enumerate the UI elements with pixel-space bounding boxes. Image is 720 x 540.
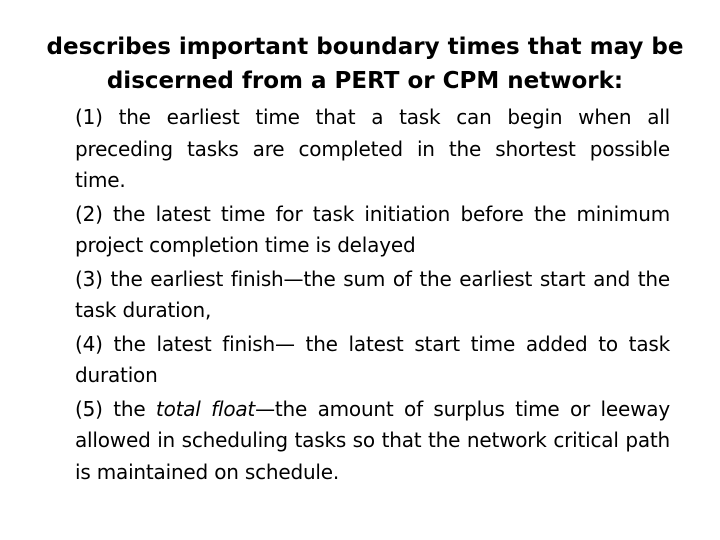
list-item-1: (1) the earliest time that a task can begin when all preceding tasks are completed in the shortest possible time. bbox=[75, 105, 670, 192]
boundary-times-list bbox=[75, 102, 670, 490]
list-item-5-suffix: —the amount of surplus time or leeway allowed in scheduling tasks so that the network critical path is maintained on schedule. bbox=[75, 396, 670, 484]
list-item-5 bbox=[75, 394, 670, 489]
list-item-2: (2) the latest time for task initiation before the minimum project completion time is delayed bbox=[75, 201, 670, 257]
list-item-3: (3) the earliest finish—the sum of the earliest start and the task duration, bbox=[75, 266, 670, 322]
total-float-term: total float bbox=[155, 396, 256, 421]
list-item-4: (4) the latest finish— the latest start time added to task duration bbox=[75, 331, 670, 387]
slide-heading: describes important boundary times that may be discerned from a PERT or CPM network: bbox=[46, 34, 684, 94]
list-item-5-prefix: (5) the bbox=[75, 396, 156, 421]
